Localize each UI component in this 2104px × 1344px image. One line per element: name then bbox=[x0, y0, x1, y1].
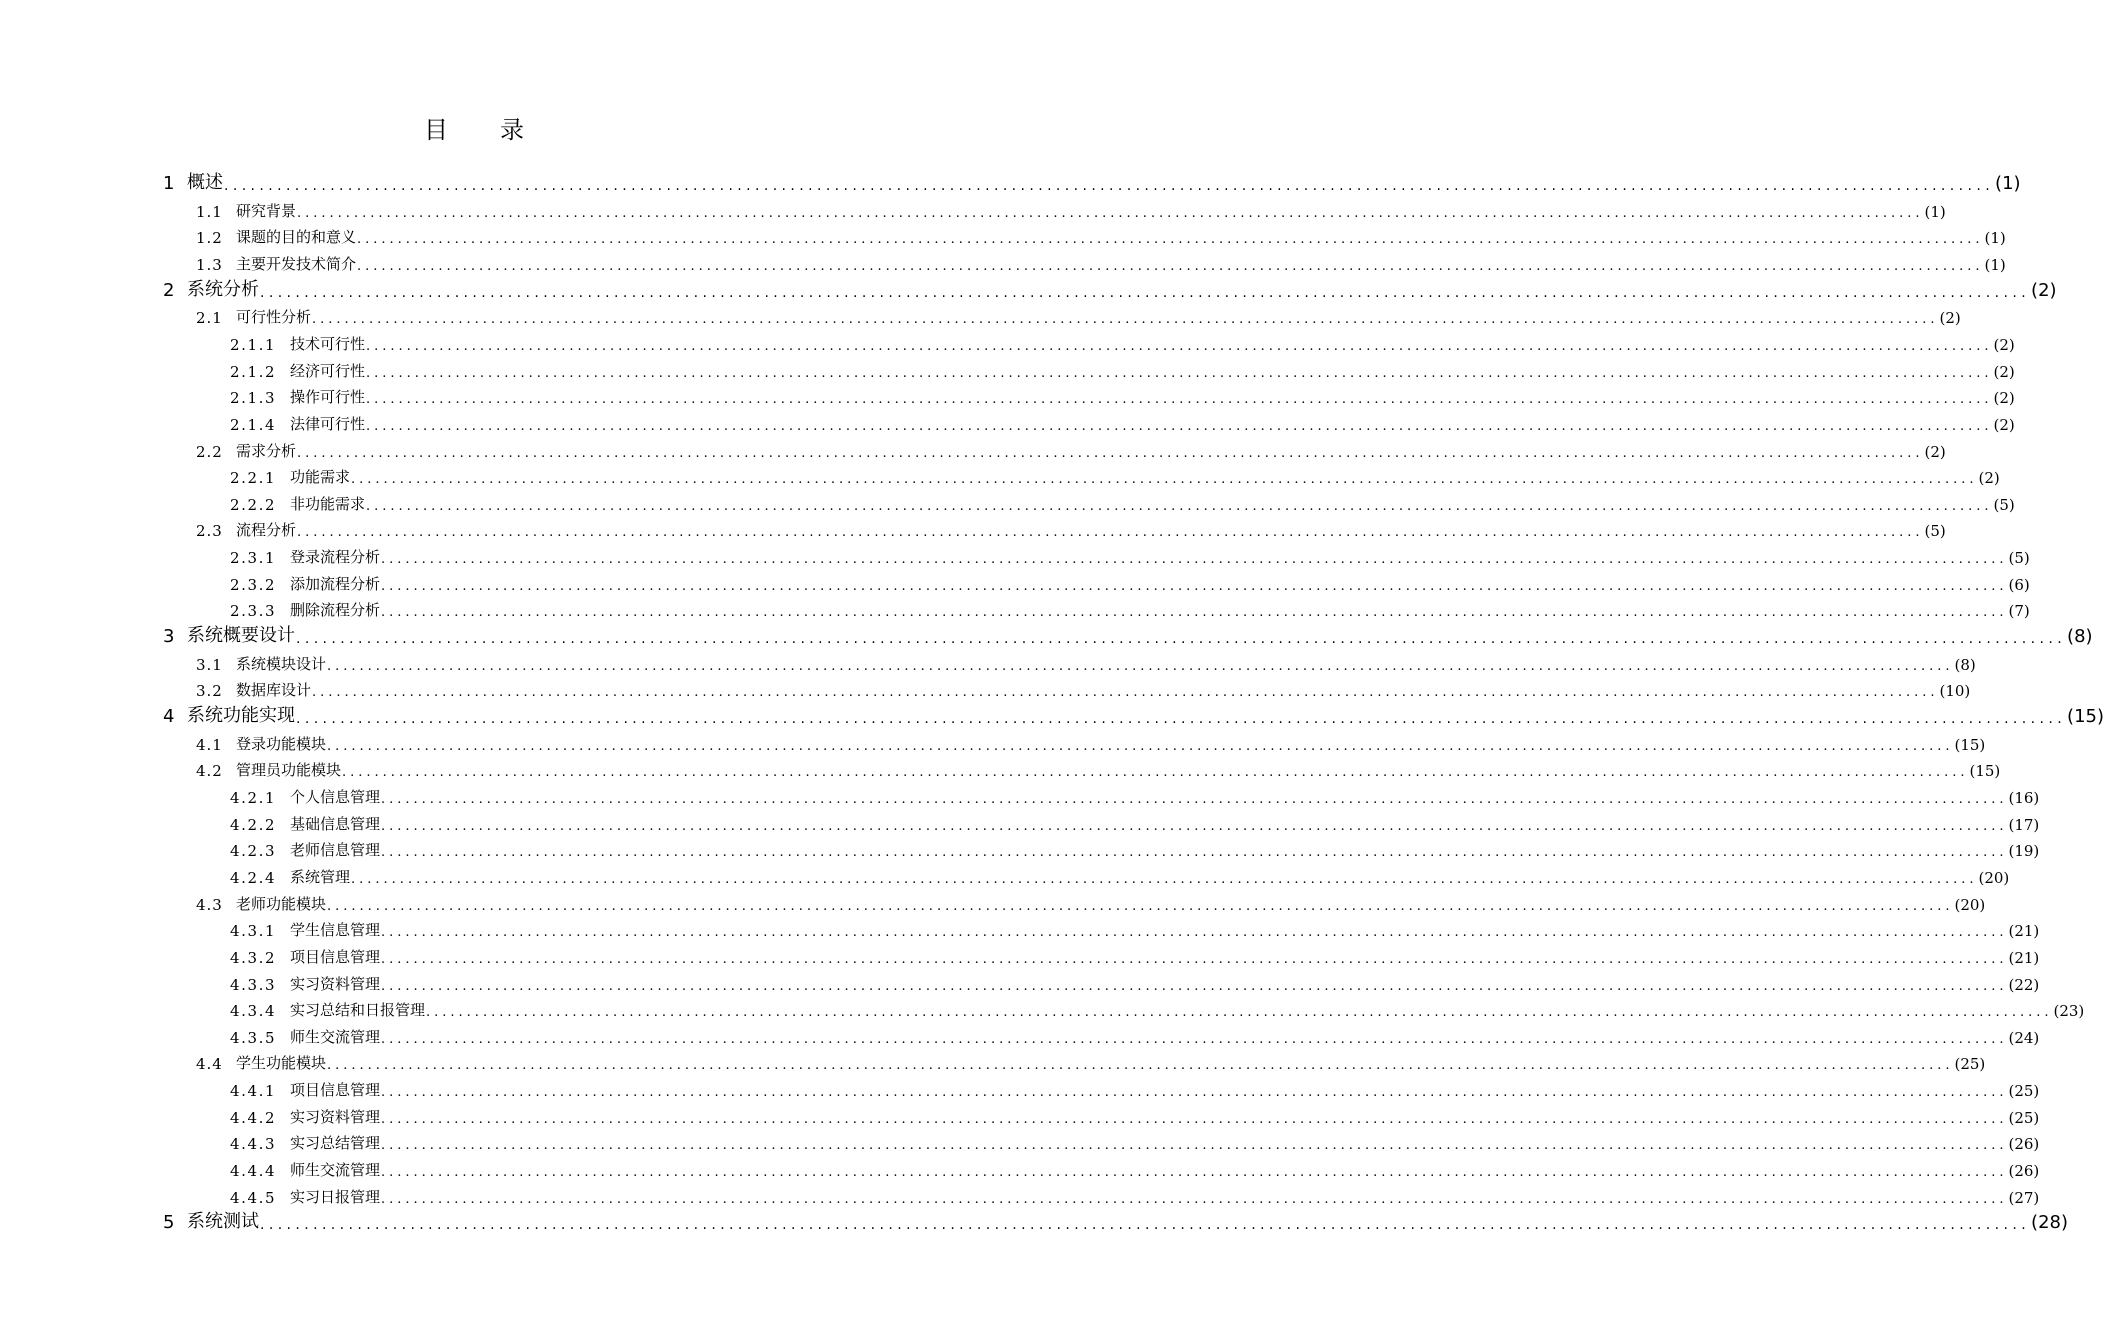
toc-entry[interactable] bbox=[230, 327, 2015, 354]
toc-entry-number: 3 bbox=[163, 626, 175, 648]
toc-entry-title: 老师信息管理 bbox=[290, 841, 381, 860]
toc-entry-title: 非功能需求 bbox=[290, 494, 366, 513]
page-title bbox=[0, 110, 950, 145]
toc-entry-page: (25) bbox=[1954, 1055, 1986, 1074]
toc-entry[interactable] bbox=[230, 1126, 2040, 1154]
dot-leader: ........................................................................................................................................................................................................ bbox=[381, 578, 2008, 594]
toc-entry-page: (27) bbox=[2008, 1188, 2040, 1207]
toc-entry-page: (15) bbox=[1969, 762, 2001, 781]
dot-leader: ........................................................................................................................................................................................................ bbox=[327, 898, 1954, 914]
toc-entry-number: 4.1 bbox=[196, 735, 223, 754]
toc-entry-number: 4.2.3 bbox=[230, 842, 277, 861]
dot-leader: ........................................................................................................................................................................................................ bbox=[260, 1217, 2031, 1234]
dot-leader: ........................................................................................................................................................................................................ bbox=[381, 978, 2008, 994]
toc-entry-title: 需求分析 bbox=[236, 441, 297, 460]
toc-entry-page: (2) bbox=[1993, 389, 2015, 408]
toc-entry-number: 4 bbox=[163, 706, 175, 727]
toc-entry[interactable] bbox=[230, 967, 2040, 994]
toc-entry-page: (15) bbox=[2067, 706, 2104, 727]
toc-entry[interactable] bbox=[196, 727, 1986, 754]
toc-entry-number: 1.1 bbox=[196, 202, 223, 221]
toc-entry-title: 功能需求 bbox=[290, 468, 351, 487]
dot-leader: ........................................................................................................................................................................................................ bbox=[381, 1085, 2008, 1101]
title-char-1: 目 bbox=[424, 116, 450, 144]
toc-entry-page: (2) bbox=[2031, 279, 2057, 301]
toc-entry-title: 技术可行性 bbox=[290, 334, 366, 353]
toc-entry[interactable] bbox=[196, 647, 1976, 674]
toc-entry-number: 2.3.1 bbox=[230, 549, 277, 568]
toc-entry-title: 添加流程分析 bbox=[290, 574, 381, 593]
dot-leader: ........................................................................................................................................................................................................ bbox=[297, 205, 1924, 221]
toc-entry-page: (23) bbox=[2053, 1002, 2085, 1021]
dot-leader: ........................................................................................................................................................................................................ bbox=[312, 685, 1939, 701]
dot-leader: ........................................................................................................................................................................................................ bbox=[297, 445, 1924, 461]
toc-entry[interactable] bbox=[230, 993, 2085, 1021]
toc-entry-title: 管理员功能模块 bbox=[236, 761, 342, 780]
dot-leader: ........................................................................................................................................................................................................ bbox=[357, 232, 1984, 248]
toc-entry-title: 登录流程分析 bbox=[290, 548, 381, 567]
toc-entry-page: (2) bbox=[1993, 415, 2015, 434]
toc-entry-number: 2.2 bbox=[196, 442, 223, 461]
toc-entry-number: 4.4.3 bbox=[230, 1135, 277, 1154]
toc-entry[interactable] bbox=[230, 1180, 2040, 1207]
toc-entry-title: 实习资料管理 bbox=[290, 1107, 381, 1126]
toc-entry[interactable] bbox=[230, 354, 2015, 381]
title-char-2: 录 bbox=[500, 116, 526, 144]
toc-entry-title: 学生信息管理 bbox=[290, 921, 381, 940]
toc-entry[interactable] bbox=[230, 1073, 2040, 1101]
dot-leader: ........................................................................................................................................................................................................ bbox=[381, 1165, 2008, 1181]
toc-entry-title: 老师功能模块 bbox=[236, 894, 327, 913]
dot-leader: ........................................................................................................................................................................................................ bbox=[381, 1138, 2008, 1154]
dot-leader: ........................................................................................................................................................................................................ bbox=[224, 178, 1995, 194]
toc-entry-title: 实习总结管理 bbox=[290, 1134, 381, 1153]
dot-leader: ........................................................................................................................................................................................................ bbox=[260, 284, 2031, 301]
toc-entry-page: (5) bbox=[1924, 522, 1946, 541]
dot-leader: ........................................................................................................................................................................................................ bbox=[381, 1191, 2008, 1207]
toc-entry-title: 实习资料管理 bbox=[290, 974, 381, 993]
toc-entry-page: (1) bbox=[1984, 229, 2006, 248]
toc-entry-title: 项目信息管理 bbox=[290, 1081, 381, 1100]
toc-entry-page: (22) bbox=[2008, 975, 2040, 994]
dot-leader: ........................................................................................................................................................................................................ bbox=[381, 1111, 2008, 1127]
toc-entry-title: 项目信息管理 bbox=[290, 947, 381, 966]
dot-leader: ........................................................................................................................................................................................................ bbox=[351, 871, 1978, 887]
toc-entry-title: 系统测试 bbox=[187, 1211, 259, 1233]
toc-entry[interactable] bbox=[230, 860, 2010, 887]
dot-leader: ........................................................................................................................................................................................................ bbox=[357, 258, 1984, 274]
dot-leader: ........................................................................................................................................................................................................ bbox=[366, 338, 1993, 354]
toc-entry-number: 4.4.1 bbox=[230, 1082, 277, 1101]
toc-entry-title: 删除流程分析 bbox=[290, 601, 381, 620]
toc-entry-page: (1) bbox=[1984, 255, 2006, 274]
dot-leader: ........................................................................................................................................................................................................ bbox=[296, 711, 2067, 727]
toc-entry-page: (2) bbox=[1978, 469, 2000, 488]
toc-entry[interactable] bbox=[163, 167, 2021, 194]
toc-entry-number: 2.2.2 bbox=[230, 495, 277, 514]
toc-entry-title: 系统管理 bbox=[290, 867, 351, 886]
toc-entry-title: 研究背景 bbox=[236, 201, 297, 220]
toc-entry-number: 4.2.1 bbox=[230, 788, 277, 807]
toc-entry-page: (17) bbox=[2008, 815, 2040, 834]
dot-leader: ........................................................................................................................................................................................................ bbox=[327, 1058, 1954, 1074]
toc-entry-page: (16) bbox=[2008, 788, 2040, 807]
dot-leader: ........................................................................................................................................................................................................ bbox=[381, 605, 2008, 621]
dot-leader: ........................................................................................................................................................................................................ bbox=[342, 765, 1969, 781]
dot-leader: ........................................................................................................................................................................................................ bbox=[297, 525, 1924, 541]
toc-entry-page: (7) bbox=[2008, 602, 2030, 621]
toc-entry-number: 1.3 bbox=[196, 255, 223, 274]
toc-entry-number: 4.4 bbox=[196, 1055, 223, 1074]
toc-entry-page: (28) bbox=[2031, 1212, 2068, 1234]
toc-entry-number: 2.1 bbox=[196, 309, 223, 328]
toc-entry-number: 4.4.4 bbox=[230, 1162, 277, 1181]
toc-entry[interactable] bbox=[196, 194, 1946, 221]
toc-entry-page: (21) bbox=[2008, 948, 2040, 967]
toc-entry-page: (8) bbox=[1954, 655, 1976, 674]
toc-entry-number: 2.3.2 bbox=[230, 575, 277, 594]
dot-leader: ........................................................................................................................................................................................................ bbox=[327, 738, 1954, 754]
toc-entry[interactable] bbox=[196, 434, 1946, 461]
toc-entry-title: 可行性分析 bbox=[236, 308, 312, 327]
toc-entry[interactable] bbox=[196, 1046, 1986, 1074]
toc-entry-title: 系统分析 bbox=[187, 278, 259, 300]
toc-entry-title: 学生功能模块 bbox=[236, 1054, 327, 1073]
toc-entry-number: 4.2.2 bbox=[230, 815, 277, 834]
toc-entry[interactable] bbox=[196, 673, 1971, 701]
toc-entry[interactable] bbox=[163, 700, 2104, 727]
dot-leader: ........................................................................................................................................................................................................ bbox=[366, 418, 1993, 434]
toc-entry-number: 2.1.3 bbox=[230, 389, 277, 408]
dot-leader: ........................................................................................................................................................................................................ bbox=[327, 658, 1954, 674]
toc-entry-title: 流程分析 bbox=[236, 521, 297, 540]
toc-entry[interactable] bbox=[230, 940, 2040, 967]
dot-leader: ........................................................................................................................................................................................................ bbox=[366, 392, 1993, 408]
toc-entry-title: 登录功能模块 bbox=[236, 734, 327, 753]
toc-entry[interactable] bbox=[230, 780, 2040, 807]
dot-leader: ........................................................................................................................................................................................................ bbox=[381, 791, 2008, 807]
toc-entry-page: (5) bbox=[2008, 549, 2030, 568]
toc-entry-number: 4.4.2 bbox=[230, 1108, 277, 1127]
toc-entry[interactable] bbox=[230, 487, 2015, 514]
toc-entry-page: (2) bbox=[1993, 362, 2015, 381]
toc-entry[interactable] bbox=[196, 247, 2006, 274]
toc-entry[interactable] bbox=[163, 1206, 2068, 1234]
toc-entry[interactable] bbox=[163, 620, 2093, 648]
dot-leader: ........................................................................................................................................................................................................ bbox=[312, 312, 1939, 328]
toc-entry-page: (26) bbox=[2008, 1162, 2040, 1181]
toc-entry-title: 实习总结和日报管理 bbox=[290, 1001, 426, 1020]
toc-entry-number: 2.2.1 bbox=[230, 469, 277, 488]
toc-entry-number: 4.3.2 bbox=[230, 948, 277, 967]
toc-entry-page: (2) bbox=[1939, 309, 1961, 328]
toc-entry[interactable] bbox=[163, 274, 2057, 301]
toc-entry-number: 2.1.2 bbox=[230, 362, 277, 381]
toc-entry-title: 系统模块设计 bbox=[236, 654, 327, 673]
toc-entry[interactable] bbox=[230, 1153, 2040, 1181]
toc-entry-number: 1.2 bbox=[196, 229, 223, 248]
toc-entry-number: 2.3 bbox=[196, 522, 223, 541]
toc-entry-number: 1 bbox=[163, 173, 175, 194]
dot-leader: ........................................................................................................................................................................................................ bbox=[381, 925, 2008, 941]
toc-entry[interactable] bbox=[230, 407, 2015, 434]
toc-entry-title: 概述 bbox=[187, 172, 223, 193]
toc-entry-page: (19) bbox=[2008, 842, 2040, 861]
toc-entry-title: 操作可行性 bbox=[290, 388, 366, 407]
toc-entry-number: 2.1.4 bbox=[230, 415, 277, 434]
dot-leader: ........................................................................................................................................................................................................ bbox=[381, 951, 2008, 967]
toc-entry-title: 实习日报管理 bbox=[290, 1187, 381, 1206]
toc-entry-title: 师生交流管理 bbox=[290, 1027, 381, 1046]
dot-leader: ........................................................................................................................................................................................................ bbox=[366, 365, 1993, 381]
toc-entry-page: (21) bbox=[2008, 922, 2040, 941]
toc-entry[interactable] bbox=[196, 887, 1986, 914]
toc-entry-number: 2.3.3 bbox=[230, 602, 277, 621]
toc-entry[interactable] bbox=[230, 807, 2040, 834]
toc-entry[interactable] bbox=[230, 380, 2015, 408]
toc-entry-number: 4.3.4 bbox=[230, 1002, 277, 1021]
toc-entry-number: 2.1.1 bbox=[230, 335, 277, 354]
toc-entry-number: 3.2 bbox=[196, 682, 223, 701]
toc-entry-title: 法律可行性 bbox=[290, 414, 366, 433]
toc-entry-page: (10) bbox=[1939, 682, 1971, 701]
toc-entry-page: (6) bbox=[2008, 575, 2030, 594]
toc-entry[interactable] bbox=[196, 513, 1946, 541]
toc-entry-page: (1) bbox=[1924, 202, 1946, 221]
toc-entry-page: (20) bbox=[1954, 895, 1986, 914]
toc-entry-page: (26) bbox=[2008, 1135, 2040, 1154]
dot-leader: ........................................................................................................................................................................................................ bbox=[351, 472, 1978, 488]
toc-entry-number: 4.3.1 bbox=[230, 922, 277, 941]
dot-leader: ........................................................................................................................................................................................................ bbox=[426, 1005, 2053, 1021]
toc-entry-title: 主要开发技术简介 bbox=[236, 254, 357, 273]
toc-entry[interactable] bbox=[196, 220, 2006, 248]
toc-entry-number: 4.4.5 bbox=[230, 1188, 277, 1207]
toc-entry[interactable] bbox=[230, 593, 2030, 621]
toc-entry[interactable] bbox=[230, 913, 2040, 941]
toc-entry-number: 4.3 bbox=[196, 895, 223, 914]
toc-entry-page: (25) bbox=[2008, 1082, 2040, 1101]
toc-entry[interactable] bbox=[230, 540, 2030, 568]
toc-entry-title: 经济可行性 bbox=[290, 361, 366, 380]
toc-entry-page: (2) bbox=[1924, 442, 1946, 461]
toc-entry-title: 师生交流管理 bbox=[290, 1161, 381, 1180]
dot-leader: ........................................................................................................................................................................................................ bbox=[296, 631, 2067, 648]
toc-entry-number: 4.2.4 bbox=[230, 868, 277, 887]
toc-entry-page: (20) bbox=[1978, 868, 2010, 887]
toc-entry-title: 系统功能实现 bbox=[187, 705, 295, 726]
toc-entry[interactable] bbox=[230, 833, 2040, 861]
toc-entry-page: (25) bbox=[2008, 1108, 2040, 1127]
toc-entry-number: 3.1 bbox=[196, 655, 223, 674]
dot-leader: ........................................................................................................................................................................................................ bbox=[381, 845, 2008, 861]
dot-leader: ........................................................................................................................................................................................................ bbox=[381, 818, 2008, 834]
toc-entry[interactable] bbox=[230, 460, 2000, 488]
toc-entry-number: 2 bbox=[163, 279, 175, 301]
toc-entry-page: (2) bbox=[1993, 335, 2015, 354]
dot-leader: ........................................................................................................................................................................................................ bbox=[381, 1031, 2008, 1047]
toc-entry-title: 个人信息管理 bbox=[290, 787, 381, 806]
toc-entry-page: (15) bbox=[1954, 735, 1986, 754]
toc-entry-title: 基础信息管理 bbox=[290, 814, 381, 833]
toc-entry-title: 数据库设计 bbox=[236, 681, 312, 700]
toc-entry-page: (5) bbox=[1993, 495, 2015, 514]
toc-entry-page: (1) bbox=[1995, 173, 2021, 194]
toc-entry-title: 系统概要设计 bbox=[187, 625, 295, 647]
toc-entry-number: 4.3.3 bbox=[230, 975, 277, 994]
toc-entry[interactable] bbox=[230, 1100, 2040, 1127]
toc-entry[interactable] bbox=[230, 1020, 2040, 1047]
dot-leader: ........................................................................................................................................................................................................ bbox=[366, 498, 1993, 514]
toc-entry-number: 4.3.5 bbox=[230, 1028, 277, 1047]
toc-entry[interactable] bbox=[230, 567, 2030, 594]
toc-entry-page: (24) bbox=[2008, 1028, 2040, 1047]
toc-entry-number: 5 bbox=[163, 1212, 175, 1234]
toc-entry[interactable] bbox=[196, 753, 2001, 781]
toc-entry-number: 4.2 bbox=[196, 762, 223, 781]
toc-entry-title: 课题的目的和意义 bbox=[236, 228, 357, 247]
toc-entry-page: (8) bbox=[2067, 626, 2093, 648]
toc-entry[interactable] bbox=[196, 300, 1961, 328]
dot-leader: ........................................................................................................................................................................................................ bbox=[381, 552, 2008, 568]
